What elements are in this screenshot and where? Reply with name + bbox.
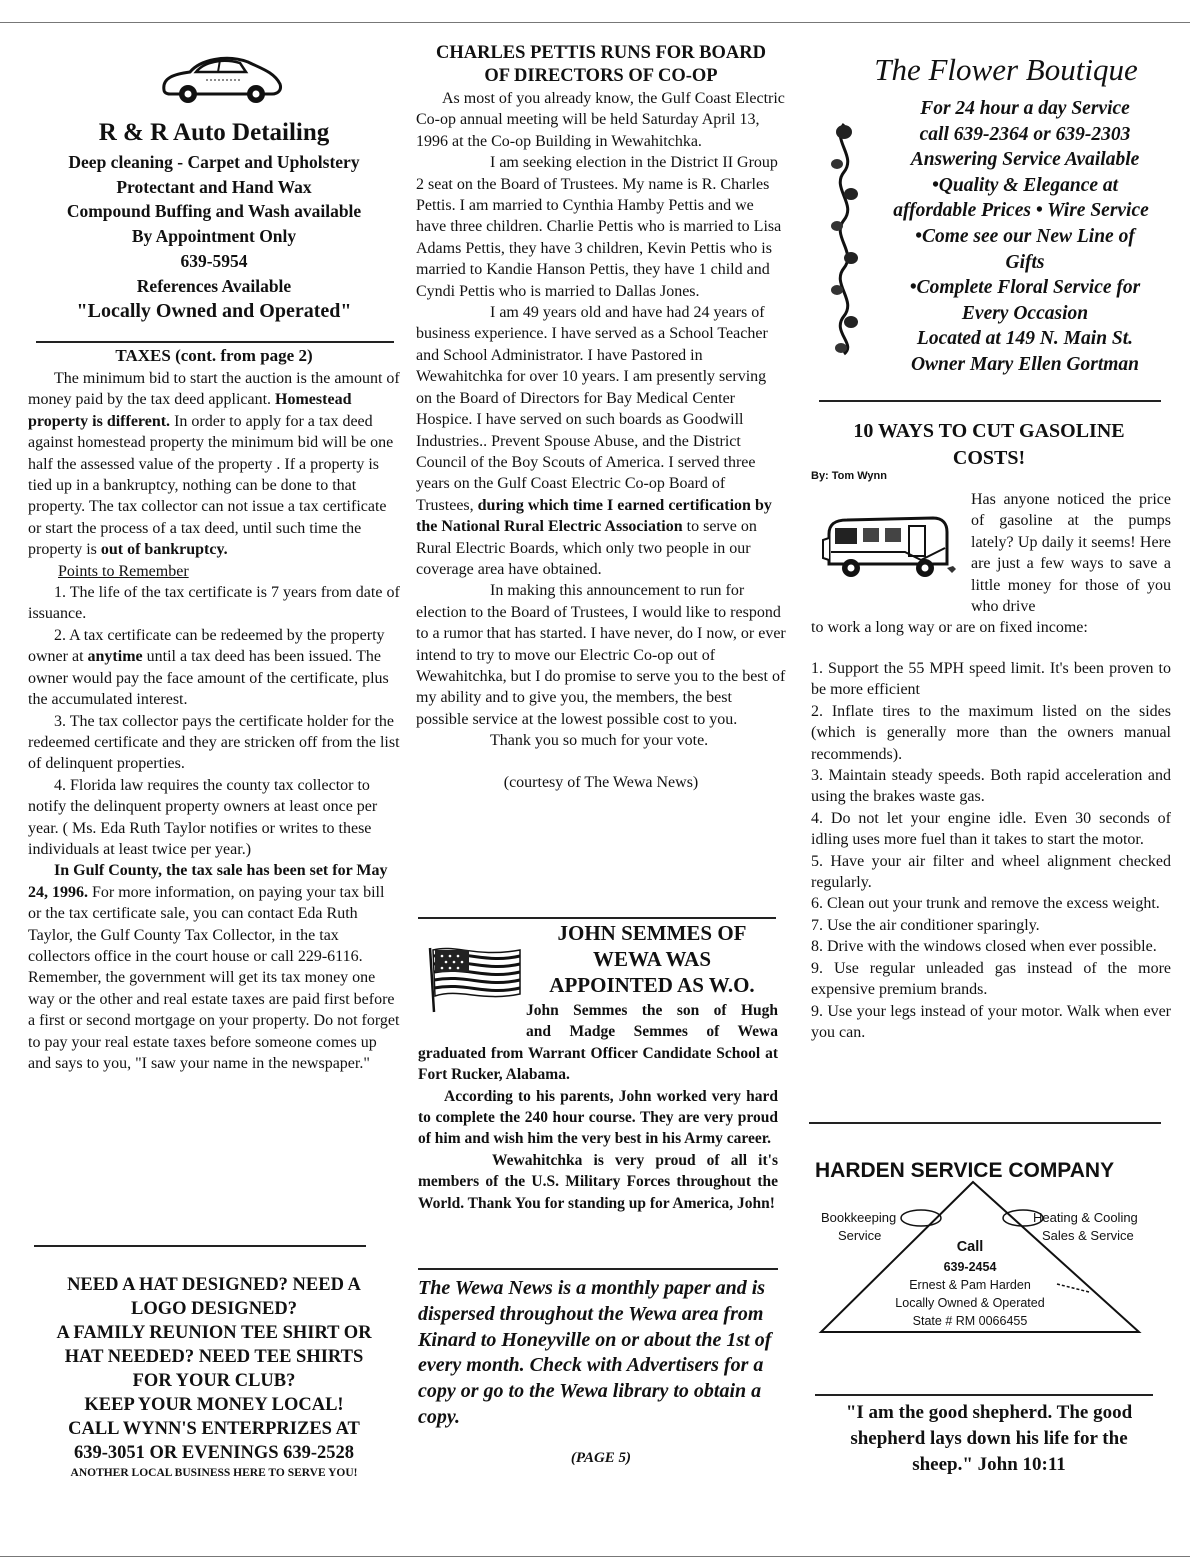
auto-line: 639-5954 xyxy=(180,250,248,271)
pettis-title: OF DIRECTORS OF CO-OP xyxy=(484,66,718,86)
car-icon xyxy=(156,50,286,108)
pettis-credit: (courtesy of The Wewa News) xyxy=(503,773,699,791)
semmes-paragraph: Wewahitchka is very proud of all it's members of the U.S. Military Forces throughout the World. Thank You for standing up for America, John! xyxy=(418,1151,778,1212)
taxes-emphasis: out of bankruptcy. xyxy=(100,541,228,559)
verse-line: shepherd lays down his life for the xyxy=(850,1428,1128,1449)
wynn-line: NEED A HAT DESIGNED? NEED A xyxy=(67,1275,361,1295)
flower-line: call 639-2364 or 639-2303 xyxy=(919,123,1131,145)
auto-line: Deep cleaning - Carpet and Upholstery xyxy=(68,152,360,172)
semmes-title: APPOINTED AS W.O. xyxy=(549,973,755,997)
harden-phone: 639-2454 xyxy=(943,1260,997,1274)
taxes-paragraph xyxy=(28,368,400,561)
wynn-line: HAT NEEDED? NEED TEE SHIRTS xyxy=(64,1347,364,1367)
taxes-emphasis: In Gulf County, the tax sale has been set for May 24, 1996. xyxy=(28,862,388,901)
pettis-article xyxy=(416,88,786,793)
top-border xyxy=(0,22,1190,23)
gas-tip: 2. Inflate tires to the maximum listed on the sides (which is generally more than the owners manual recommends). xyxy=(811,702,1171,763)
harden-call: Call xyxy=(956,1239,984,1255)
gas-tip: 6. Clean out your trunk and remove the excess weight. xyxy=(811,895,1160,913)
verse-line: "I am the good shepherd. The good xyxy=(845,1402,1133,1423)
gas-byline: By: Tom Wynn xyxy=(811,470,887,482)
gas-title: COSTS! xyxy=(952,447,1026,469)
gas-tips-list xyxy=(811,658,1171,1043)
taxes-text: For more information, on paying your tax bill or the tax certificate sale, you can contact Eda Ruth Taylor, the Gulf County Tax Collector, in the tax collectors office in the court house or call 229-6116. Remember, the government will get its tax money one way or the other and real estate taxes are paid first before a first or second mortgage on your property. Do not forget to pay your real estate taxes before someone comes up and says to you, "I saw your name in the newspaper." xyxy=(28,883,400,1072)
verse-line: sheep." John 10:11 xyxy=(912,1454,1066,1475)
gas-tip: 1. Support the 55 MPH speed limit. It's been proven to be more efficient xyxy=(811,660,1171,699)
pettis-paragraph: In making this announcement to run for election to the Board of Trustees, I would like to respond to a rumor that has started. I have never, do I now, or ever intend to try to move our Electric Co-op out of Wewahitchka, but I do promise to serve you to the best of my ability and to give you, the members, the best possible service at the lowest possible cost to you. xyxy=(416,582,786,728)
auto-title: R & R Auto Detailing xyxy=(98,119,330,146)
point-2 xyxy=(28,625,400,711)
gas-tip: 7. Use the air conditioner sparingly. xyxy=(811,916,1040,934)
auto-motto: "Locally Owned and Operated" xyxy=(76,300,352,323)
semmes-line: John Semmes the son of Hugh xyxy=(526,1002,778,1019)
point-1: 1. The life of the tax certificate is 7 years from date of issuance. xyxy=(28,584,400,623)
auto-line: References Available xyxy=(136,275,292,296)
semmes-title: WEWA WAS xyxy=(592,947,712,971)
harden-service-right: Sales & Service xyxy=(1042,1228,1134,1243)
divider xyxy=(418,917,776,919)
flower-line: Owner Mary Ellen Gortman xyxy=(910,353,1140,375)
wynn-line: 639-3051 OR EVENINGS 639-2528 xyxy=(73,1443,355,1463)
divider xyxy=(36,341,394,343)
harden-owned: Locally Owned & Operated xyxy=(895,1296,1045,1310)
flower-line: Gifts xyxy=(1005,251,1045,273)
pettis-text: to serve on Rural Electric Boards, which only two people in our coverage area have obtained. xyxy=(416,518,757,578)
taxes-text: until a tax deed has been issued. The owner would pay the face amount of the certificate, plus the accumulated interest. xyxy=(28,648,389,709)
motorhome-icon xyxy=(821,508,961,586)
auto-line: By Appointment Only xyxy=(131,226,297,247)
pettis-paragraph: Thank you so much for your vote. xyxy=(490,732,709,750)
point-3: 3. The tax collector pays the certificate holder for the redeemed certificate and they are stricken off from the list of delinquent properties. xyxy=(28,712,400,773)
flower-title: The Flower Boutique xyxy=(874,52,1138,87)
gas-tip: 5. Have your air filter and wheel alignment checked regularly. xyxy=(811,852,1171,892)
wynn-tagline: ANOTHER LOCAL BUSINESS HERE TO SERVE YOU! xyxy=(70,1467,358,1479)
point-4: 4. Florida law requires the county tax collector to notify the delinquent property owners at least once per year. ( Ms. Eda Ruth Taylor notifies or writes to these individuals at least twice per year.) xyxy=(28,776,378,858)
wynn-line: KEEP YOUR MONEY LOCAL! xyxy=(84,1395,344,1415)
gas-title: 10 WAYS TO CUT GASOLINE xyxy=(853,420,1125,442)
taxes-emphasis: Homestead property is different. xyxy=(28,391,352,430)
taxes-heading: TAXES (cont. from page 2) xyxy=(115,346,313,365)
flower-line: For 24 hour a day Service xyxy=(920,98,1130,119)
semmes-paragraph: graduated from Warrant Officer Candidate School at Fort Rucker, Alabama. xyxy=(418,1044,778,1084)
harden-service-left: Service xyxy=(838,1228,882,1243)
wewa-news-blurb: The Wewa News is a monthly paper and is dispersed throughout the Wewa area from Kinard to Honeyville on or about the 1st of every month. Check with Advertisers for a copy or go to the Wewa library to obtain a copy. xyxy=(418,1277,772,1428)
gas-intro: Has anyone noticed the price of gasoline at the pumps lately? Up daily it seems! Here are just a few ways to save a little money for those of you who drive xyxy=(971,491,1171,616)
pettis-paragraph: I am seeking election in the District II Group 2 seat on the Board of Trustees. My name is R. Charles Pettis. I am married to Cynthia Hamby Pettis and we have three children. Charlie Pettis who is married to Lisa Adams Pettis, they have 3 children, Kevin Pettis who is married to Kandie Hanson Pettis, they have 1 child and Cyndi Pettis who is married to Dallas Jones. xyxy=(416,154,782,300)
wynn-line: CALL WYNN'S ENTERPRIZES AT xyxy=(68,1419,360,1439)
gas-tip: 9. Use regular unleaded gas instead of the more expensive premium brands. xyxy=(811,959,1171,999)
harden-title: HARDEN SERVICE COMPANY xyxy=(815,1159,1115,1182)
flower-line: Answering Service Available xyxy=(910,149,1140,171)
semmes-paragraph: According to his parents, John worked very hard to complete the 240 hour course. They are very proud of him and wish him the very best in his Army career. xyxy=(418,1087,778,1148)
taxes-paragraph xyxy=(28,860,400,1074)
wynn-line: A FAMILY REUNION TEE SHIRT OR xyxy=(56,1323,372,1343)
harden-names: Ernest & Pam Harden xyxy=(909,1278,1031,1292)
wynn-line: LOGO DESIGNED? xyxy=(130,1299,298,1319)
auto-line: Protectant and Hand Wax xyxy=(116,176,312,197)
taxes-article xyxy=(28,368,400,1074)
gas-tip: 3. Maintain steady speeds. Both rapid acceleration and using the brakes waste gas. xyxy=(811,767,1171,806)
flower-line: •Come see our New Line of xyxy=(915,225,1135,247)
divider xyxy=(815,1394,1153,1396)
taxes-text: In order to apply for a tax deed against homestead property the minimum bid will be one half the assessed value of the property . If a property is tied up in a bankruptcy, nothing can be done to that property. The tax collector can not issue a tax certificate or start the process of a tax deed, until such time the property is xyxy=(28,412,394,559)
page-number: (PAGE 5) xyxy=(570,1450,632,1466)
semmes-line: and Madge Semmes of Wewa xyxy=(526,1023,778,1041)
flower-line: Every Occasion xyxy=(961,302,1089,324)
harden-service-right: Heating & Cooling xyxy=(1033,1210,1138,1225)
semmes-article xyxy=(418,1000,778,1214)
points-heading: Points to Remember xyxy=(58,562,189,580)
pettis-paragraph xyxy=(416,302,786,580)
flower-line: •Quality & Elegance at xyxy=(931,174,1119,196)
pettis-text: I am 49 years old and have had 24 years of business experience. I have served as a School Teacher and School Administrator. I have Pastored in Wewahitchka for over 10 years. I am presently serving on the Board of Directors for Bay Medical Center Hospice. I have served on such boards as Goodwill Industries.. Prevent Spouse Abuse, and the District Council of the Boy Scouts of America. I served three years on the Gulf Coast Electric Co-op Board of Trustees, xyxy=(416,304,768,514)
divider xyxy=(819,400,1161,402)
divider xyxy=(34,1245,366,1247)
taxes-text: 2. A tax certificate can be redeemed by the property owner at xyxy=(28,626,385,666)
taxes-emphasis: anytime xyxy=(87,648,143,666)
gas-tip: 4. Do not let your engine idle. Even 30 seconds of idling uses more fuel than it takes to start the motor. xyxy=(811,809,1171,849)
semmes-title: JOHN SEMMES OF xyxy=(557,921,747,945)
gas-tip: 8. Drive with the windows closed when ever possible. xyxy=(811,938,1157,956)
bottom-border xyxy=(0,1556,1190,1557)
divider xyxy=(418,1268,778,1270)
auto-line: Compound Buffing and Wash available xyxy=(66,201,362,222)
gas-tip: 9. Use your legs instead of your motor. Walk when ever you can. xyxy=(811,1002,1171,1041)
pettis-paragraph: As most of you already know, the Gulf Coast Electric Co-op annual meeting will be held Saturday April 13, 1996 at the Co-op Building in Wewahitchka. xyxy=(416,90,785,150)
gas-intro-tail: to work a long way or are on fixed income: xyxy=(811,619,1088,636)
wynn-line: FOR YOUR CLUB? xyxy=(132,1371,296,1391)
harden-state: State # RM 0066455 xyxy=(912,1314,1028,1328)
floral-vine-icon xyxy=(827,120,861,356)
harden-service-left: Bookkeeping xyxy=(821,1210,897,1225)
taxes-text: The minimum bid to start the auction is the amount of money paid by the tax deed applicant. xyxy=(28,370,400,409)
flower-line: affordable Prices • Wire Service xyxy=(893,200,1149,222)
flower-line: Located at 149 N. Main St. xyxy=(916,328,1134,350)
divider xyxy=(809,1122,1161,1124)
pettis-emphasis: during which time I earned certification by the National Rural Electric Association xyxy=(416,496,772,536)
pettis-title: CHARLES PETTIS RUNS FOR BOARD xyxy=(436,43,766,63)
flower-line: •Complete Floral Service for xyxy=(909,277,1141,299)
